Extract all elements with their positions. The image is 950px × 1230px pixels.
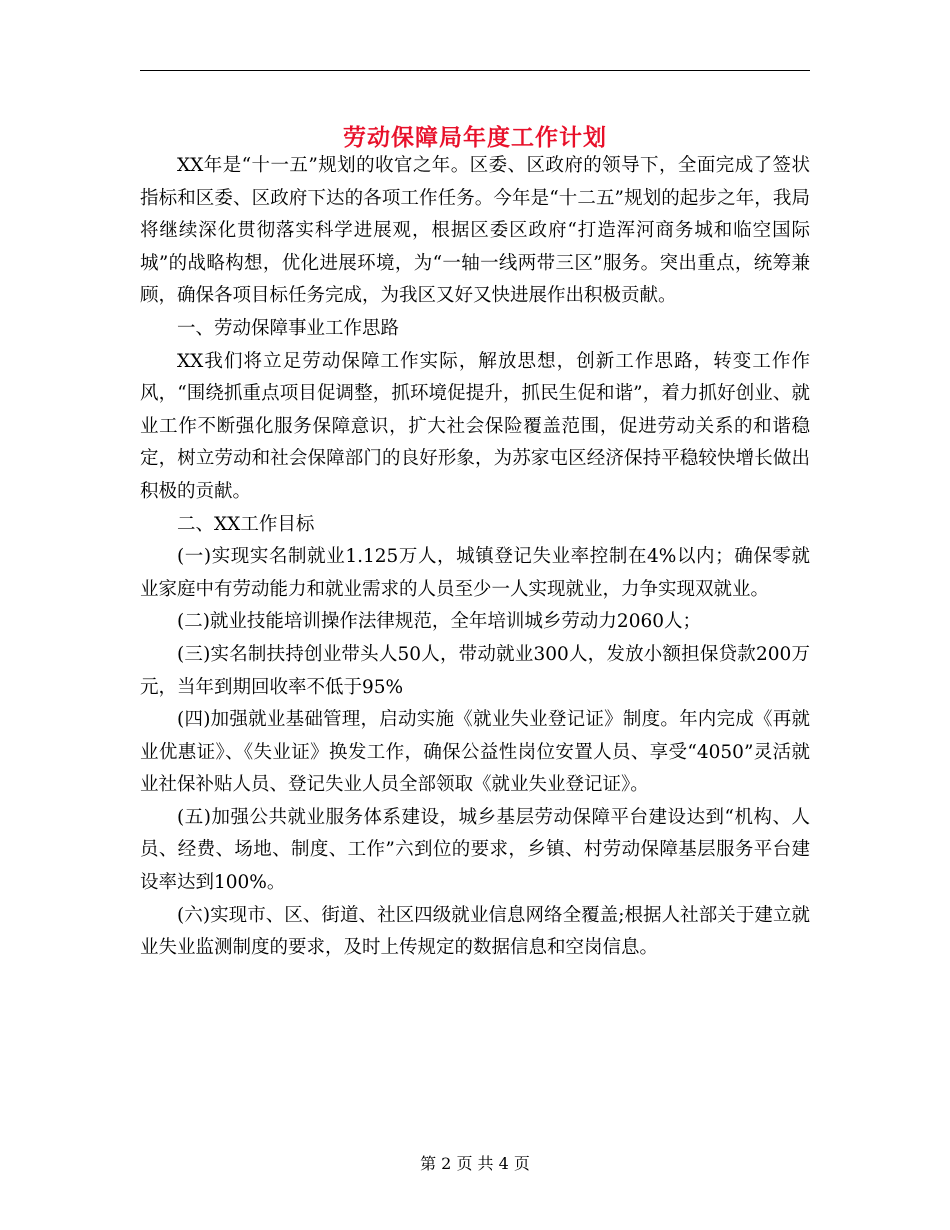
goal-item-2: (二)就业技能培训操作法律规范，全年培训城乡劳动力2060人；: [177, 611, 702, 633]
section-1-paragraph: XX我们将立足劳动保障工作实际，解放思想，创新工作思路，转变工作作风，“围绕抓重点项目促调整，抓环境促提升，抓民生促和谐”，着力抓好创业、就业工作不断强化服务保障意识，扩大社会保险覆盖范围，促进劳动关系的和谐稳定，树立劳动和社会保障部门的良好形象，为苏家屯区经济保持平稳较快增长做出积极的贡献。: [140, 350, 810, 502]
goal-item-1: (一)实现实名制就业1.125万人，城镇登记失业率控制在4%以内；确保零就业家庭中有劳动能力和就业需求的人员至少一人实现就业，力争实现双就业。: [140, 546, 810, 600]
section-heading-1: 一、劳动保障事业工作思路: [177, 317, 400, 339]
goal-item-3: (三)实名制扶持创业带头人50人，带动就业300人，发放小额担保贷款200万元，当年到期回收率不低于95%: [140, 643, 810, 698]
page-number: 第 2 页 共 4 页: [420, 1154, 530, 1173]
goal-item-6: (六)实现市、区、街道、社区四级就业信息网络全覆盖;根据人社部关于建立就业失业监测制度的要求，及时上传规定的数据信息和空岗信息。: [140, 904, 810, 959]
section-heading-2: 二、XX工作目标: [177, 513, 315, 535]
document-title: 劳动保障局年度工作计划: [343, 124, 607, 152]
document-body: [140, 150, 810, 965]
intro-paragraph: XX年是“十一五”规划的收官之年。区委、区政府的领导下，全面完成了签状指标和区委、区政府下达的各项工作任务。今年是“十二五”规划的起步之年，我局将继续深化贯彻落实科学进展观，根据区委区政府“打造浑河商务城和临空国际城”的战略构想，优化进展环境，为“一轴一线两带三区”服务。突出重点，统筹兼顾，确保各项目标任务完成，为我区又好又快进展作出积极贡献。: [140, 155, 810, 307]
goal-item-4: (四)加强就业基础管理，启动实施《就业失业登记证》制度。年内完成《再就业优惠证》、《失业证》换发工作，确保公益性岗位安置人员、享受“4050”灵活就业社保补贴人员、登记失业人员全部领取《就业失业登记证》。: [140, 709, 810, 796]
goal-item-5: (五)加强公共就业服务体系建设，城乡基层劳动保障平台建设达到“机构、人员、经费、场地、制度、工作”六到位的要求，乡镇、村劳动保障基层服务平台建设率达到100%。: [140, 806, 810, 894]
header-rule: [140, 70, 810, 71]
